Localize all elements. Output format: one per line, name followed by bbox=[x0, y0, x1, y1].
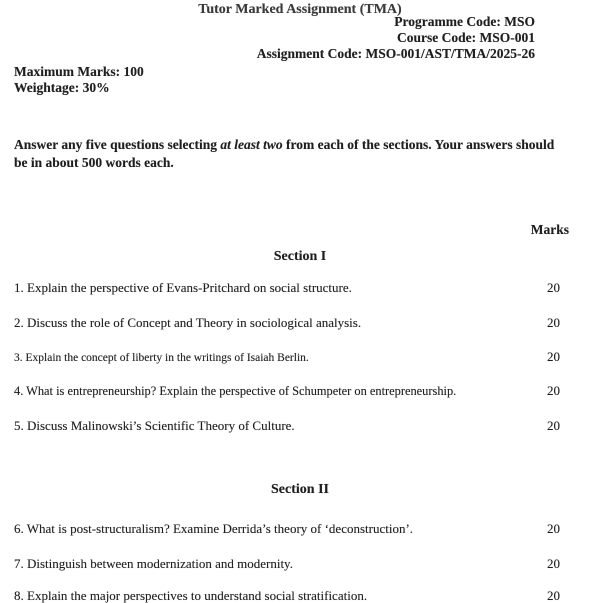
question-number: 7. bbox=[14, 556, 24, 571]
question-marks: 20 bbox=[547, 315, 560, 330]
question-marks: 20 bbox=[547, 556, 560, 571]
question-row-4 bbox=[14, 383, 560, 399]
question-number: 5. bbox=[14, 418, 24, 433]
question-number: 3. bbox=[14, 352, 23, 364]
assignment-code: Assignment Code: MSO-001/AST/TMA/2025-26 bbox=[256, 46, 535, 61]
question-marks: 20 bbox=[547, 349, 560, 364]
question-row-6 bbox=[14, 521, 560, 536]
instructions-paragraph bbox=[14, 136, 571, 171]
marks-weightage-block bbox=[14, 64, 144, 96]
instructions-italic: at least two bbox=[220, 137, 283, 152]
question-number: 8. bbox=[14, 588, 24, 603]
question-number: 6. bbox=[14, 521, 24, 536]
instructions-part1: Answer any five questions selecting bbox=[14, 137, 221, 152]
question-text: What is entrepreneurship? Explain the perspective of Schumpeter on entrepreneurship. bbox=[26, 384, 457, 398]
question-text: Distinguish between modernization and modernity. bbox=[27, 556, 293, 571]
question-marks: 20 bbox=[547, 588, 560, 603]
question-row-2 bbox=[14, 315, 560, 330]
question-text: Discuss Malinowski’s Scientific Theory of Culture. bbox=[27, 418, 295, 433]
course-code: Course Code: MSO-001 bbox=[397, 30, 535, 45]
question-number: 4. bbox=[14, 384, 24, 398]
question-marks: 20 bbox=[547, 383, 560, 398]
marks-column-header: Marks bbox=[530, 222, 569, 237]
cropped-page-title: Tutor Marked Assignment (TMA) bbox=[198, 2, 402, 17]
question-number: 2. bbox=[14, 315, 24, 330]
maximum-marks: Maximum Marks: 100 bbox=[14, 64, 144, 79]
question-marks: 20 bbox=[547, 280, 560, 295]
question-marks: 20 bbox=[547, 521, 560, 536]
question-text: Explain the concept of liberty in the writings of Isaiah Berlin. bbox=[25, 352, 309, 364]
question-row-1 bbox=[14, 280, 560, 295]
question-text: Discuss the role of Concept and Theory in sociological analysis. bbox=[27, 315, 362, 330]
question-text: What is post-structuralism? Examine Derrida’s theory of ‘deconstruction’. bbox=[26, 521, 414, 536]
question-text: Explain the major perspectives to understand social stratification. bbox=[27, 588, 368, 603]
weightage: Weightage: 30% bbox=[14, 80, 110, 95]
question-number: 1. bbox=[14, 280, 24, 295]
question-row-5 bbox=[14, 418, 560, 433]
question-marks: 20 bbox=[547, 418, 560, 433]
question-text: Explain the perspective of Evans-Pritchard on social structure. bbox=[27, 280, 352, 295]
section-2-title: Section II bbox=[271, 482, 329, 497]
question-row-3 bbox=[14, 349, 560, 366]
assignment-codes-block bbox=[257, 14, 535, 62]
instructions-part3: from each of the sections. Your answers should be in about 500 words each. bbox=[14, 137, 555, 170]
question-row-8 bbox=[14, 588, 560, 603]
section-1-title: Section I bbox=[273, 249, 327, 264]
programme-code: Programme Code: MSO bbox=[394, 14, 535, 29]
question-row-7 bbox=[14, 556, 560, 571]
